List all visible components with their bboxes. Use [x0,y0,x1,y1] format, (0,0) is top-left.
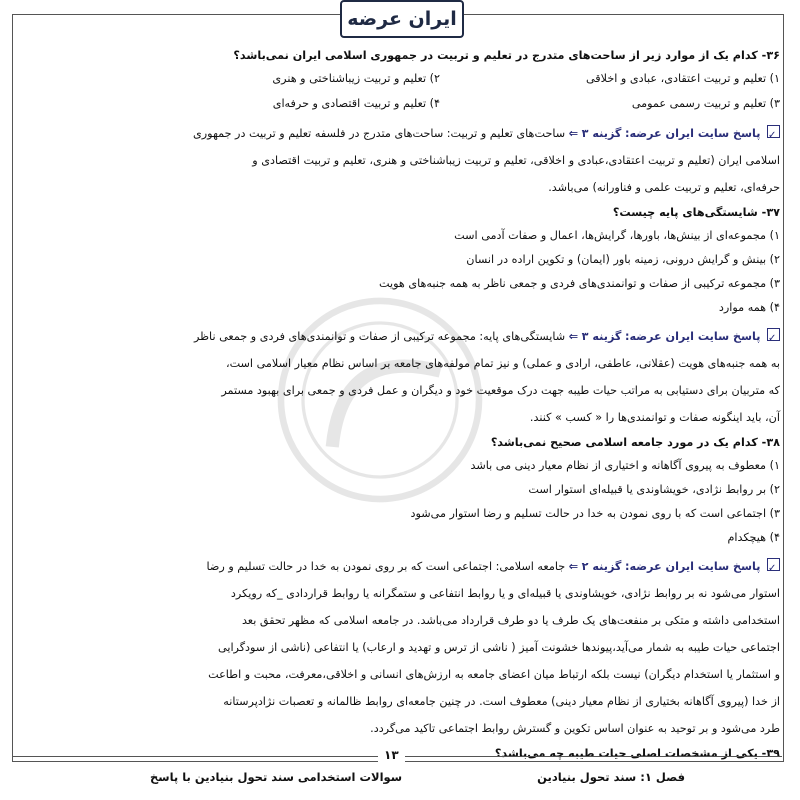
answer-line: که متربیان برای دستیابی به مراتب حیات طیبه جهت درک موقعیت خود و دیگران و عمل فردی و جمعی برای بهبود مستمر [221,384,780,397]
option: ۱) مجموعه‌ای از بینش‌ها، باورها، گرایش‌ها، اعمال و صفات آدمی است [454,229,780,242]
options-row [22,70,780,87]
footer-book-title: سوالات استخدامی سند تحول بنیادین با پاسخ [150,770,403,784]
question-39: ۳۹- یکی از مشخصات اصلی حیات طیبه چه می‌باشد؟ [494,747,780,760]
option: ۳) تعلیم و تربیت رسمی عمومی [631,97,780,110]
answer-site-label: پاسخ سایت ایران عرضه: [624,127,761,140]
answer-line: به همه جنبه‌های هویت (عقلانی، عاطفی، ارادی و عملی) و نیز تمام مولفه‌های جامعه بر اساس نظام معیار اسلامی است، [225,357,780,370]
answer-site-label: پاسخ سایت ایران عرضه: [624,560,761,573]
option: ۲) تعلیم و تربیت زیباشناختی و هنری [272,72,440,85]
answer-37 [22,323,780,431]
arrow-left-icon: ⇐ [568,127,579,140]
checkbox-icon [767,328,780,341]
answer-line: از خدا (پیروی آگاهانه بختیاری از نظام معیار دینی) معطوف است. در چنین جامعه‌ای روابط ظالمانه و تعصبات نژادپرستانه [223,695,780,708]
arrow-left-icon: ⇐ [568,330,579,343]
checkbox-icon [767,125,780,138]
answer-text: جامعه اسلامی: اجتماعی است که بر روی نمودن به خدا در حالت تسلیم و رضا [206,560,566,573]
answer-site-label: پاسخ سایت ایران عرضه: [624,330,761,343]
answer-choice: گزینه ۳ [581,127,622,140]
arrow-left-icon: ⇐ [568,560,579,573]
answer-line [22,553,780,580]
answer-38 [22,553,780,742]
answer-line: حرفه‌ای، تعلیم و تربیت علمی و فناورانه) می‌باشد. [548,181,780,194]
option: ۲) بر روابط نژادی، خویشاوندی یا قبیله‌ای استوار است [528,483,780,496]
checkbox-icon [767,558,780,571]
answer-line: اجتماعی حیات طیبه به شمار می‌آید،پیوندها خشونت آمیز ( ناشی از ترس و تهدید و ارعاب) یا انتفاعی (ناشی از سودگرایی [218,641,780,654]
content [22,44,780,768]
option: ۴) تعلیم و تربیت اقتصادی و حرفه‌ای [272,97,440,110]
question-38: ۳۸- کدام یک در مورد جامعه اسلامی صحیح نمی‌باشد؟ [490,436,780,449]
answer-line: اسلامی ایران (تعلیم و تربیت اعتقادی،عبادی و اخلاقی، تعلیم و تربیت زیباشناختی و هنری، تعلیم و تربیت اقتصادی و [252,154,780,167]
options-row [22,95,780,112]
answer-line: آن، باید اینگونه صفات و توانمندی‌ها را « کسب » کنند. [529,411,780,424]
answer-text: شایستگی‌های پایه: مجموعه ترکیبی از صفات و توانمندی‌های فردی و جمعی ناظر [193,330,566,343]
option: ۱) تعلیم و تربیت اعتقادی، عبادی و اخلاقی [585,72,780,85]
answer-36 [22,120,780,201]
answer-text: ساحت‌های تعلیم و تربیت: ساحت‌های متدرج در فلسفه تعلیم و تربیت در جمهوری [193,127,566,140]
option: ۳) اجتماعی است که با روی نمودن به خدا در حالت تسلیم و رضا استوار می‌شود [410,507,780,520]
answer-line: و استثمار یا استخدام دیگران) نیست بلکه ارتباط میان اعضای جامعه به ارزش‌های انسانی و اخلاقی،معرفت، محبت و اطاعت [208,668,780,681]
option: ۴) هیچکدام [727,531,780,544]
answer-choice: گزینه ۲ [581,560,622,573]
answer-line [22,323,780,350]
answer-line [22,120,780,147]
question-36: ۳۶- کدام یک از موارد زیر از ساحت‌های متدرج در تعلیم و تربیت در جمهوری اسلامی ایران نمی‌باشد؟ [233,49,780,62]
option: ۳) مجموعه ترکیبی از صفات و توانمندی‌های فردی و جمعی ناظر به همه جنبه‌های هویت [378,277,780,290]
option: ۱) معطوف به پیروی آگاهانه و اختیاری از نظام معیار دینی می باشد [470,459,780,472]
answer-line: طرد می‌شود و بر توحید به عنوان اساس تکوین و گسترش روابط اجتماعی تاکید می‌گردد. [370,722,780,735]
question-37: ۳۷- شایستگی‌های پایه چیست؟ [612,206,780,219]
answer-choice: گزینه ۳ [581,330,622,343]
site-logo: ایران عرضه [340,0,464,38]
page-number: ۱۳ [378,748,405,762]
answer-line: استخدامی داشته و متکی بر منفعت‌های یک طرف یا دو طرف قرارداد می‌باشد. در جامعه اسلامی که مظهر تحقق بعد [241,614,780,627]
answer-line: استوار می‌شود نه بر روابط نژادی، خویشاوندی یا قبیله‌ای و یا روابط انتفاعی و ستمگرانه یا روابط قراردادی _که رویکرد [230,587,780,600]
option: ۲) بینش و گرایش درونی، زمینه باور (ایمان) و تکوین اراده در انسان [466,253,780,266]
footer-chapter: فصل ۱: سند تحول بنیادین [537,770,685,784]
option: ۴) همه موارد [718,301,780,314]
